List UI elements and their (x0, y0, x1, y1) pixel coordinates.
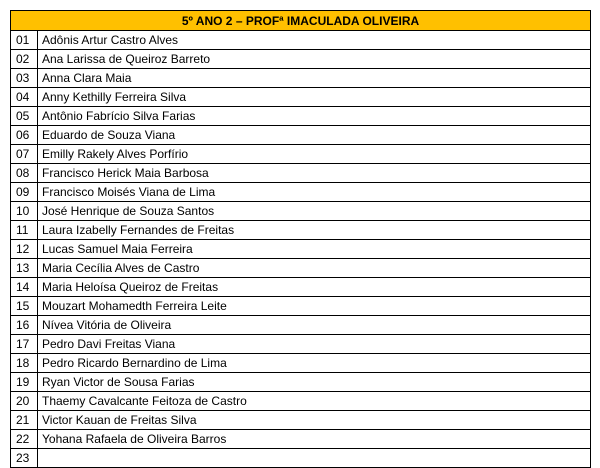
student-row (11, 202, 591, 221)
student-number: 03 (11, 69, 38, 88)
student-number: 22 (11, 430, 38, 449)
student-number: 06 (11, 126, 38, 145)
student-name: Yohana Rafaela de Oliveira Barros (38, 430, 591, 449)
student-row (11, 183, 591, 202)
student-number: 07 (11, 145, 38, 164)
student-number: 14 (11, 278, 38, 297)
student-number: 17 (11, 335, 38, 354)
student-row (11, 164, 591, 183)
student-name: Ryan Victor de Sousa Farias (38, 373, 591, 392)
student-number: 19 (11, 373, 38, 392)
student-row (11, 354, 591, 373)
student-number: 10 (11, 202, 38, 221)
student-number: 15 (11, 297, 38, 316)
student-row (11, 430, 591, 449)
student-name: Maria Cecília Alves de Castro (38, 259, 591, 278)
student-name: Antônio Fabrício Silva Farias (38, 107, 591, 126)
student-name: Ana Larissa de Queiroz Barreto (38, 50, 591, 69)
student-name: Lucas Samuel Maia Ferreira (38, 240, 591, 259)
student-number: 16 (11, 316, 38, 335)
student-name: Pedro Ricardo Bernardino de Lima (38, 354, 591, 373)
student-row (11, 69, 591, 88)
student-row (11, 449, 591, 468)
student-number: 01 (11, 31, 38, 50)
student-name: Emilly Rakely Alves Porfírio (38, 145, 591, 164)
student-row (11, 316, 591, 335)
student-row (11, 297, 591, 316)
student-name: Maria Heloísa Queiroz de Freitas (38, 278, 591, 297)
student-name: Francisco Moisés Viana de Lima (38, 183, 591, 202)
student-name: Pedro Davi Freitas Viana (38, 335, 591, 354)
student-table (10, 10, 591, 468)
student-number: 18 (11, 354, 38, 373)
student-number: 05 (11, 107, 38, 126)
student-name: Francisco Herick Maia Barbosa (38, 164, 591, 183)
student-number: 23 (11, 449, 38, 468)
student-number: 09 (11, 183, 38, 202)
student-name: Thaemy Cavalcante Feitoza de Castro (38, 392, 591, 411)
student-name: Laura Izabelly Fernandes de Freitas (38, 221, 591, 240)
student-row (11, 145, 591, 164)
student-row (11, 126, 591, 145)
student-row (11, 88, 591, 107)
student-number: 13 (11, 259, 38, 278)
student-name: Nívea Vitória de Oliveira (38, 316, 591, 335)
student-row (11, 221, 591, 240)
student-name: José Henrique de Souza Santos (38, 202, 591, 221)
student-row (11, 411, 591, 430)
class-roster-sheet (10, 10, 590, 468)
student-name (38, 449, 591, 468)
student-name: Eduardo de Souza Viana (38, 126, 591, 145)
student-row (11, 373, 591, 392)
student-name: Anny Kethilly Ferreira Silva (38, 88, 591, 107)
student-row (11, 392, 591, 411)
student-row (11, 107, 591, 126)
student-name: Mouzart Mohamedth Ferreira Leite (38, 297, 591, 316)
student-number: 21 (11, 411, 38, 430)
student-row (11, 50, 591, 69)
table-header-row (11, 11, 591, 31)
student-number: 20 (11, 392, 38, 411)
student-number: 08 (11, 164, 38, 183)
student-list (11, 31, 591, 468)
student-name: Victor Kauan de Freitas Silva (38, 411, 591, 430)
student-number: 12 (11, 240, 38, 259)
student-name: Adônis Artur Castro Alves (38, 31, 591, 50)
student-row (11, 31, 591, 50)
student-name: Anna Clara Maia (38, 69, 591, 88)
student-row (11, 259, 591, 278)
student-row (11, 240, 591, 259)
class-title: 5º ANO 2 – PROFª IMACULADA OLIVEIRA (11, 11, 591, 31)
student-number: 04 (11, 88, 38, 107)
student-row (11, 278, 591, 297)
student-number: 02 (11, 50, 38, 69)
student-number: 11 (11, 221, 38, 240)
student-row (11, 335, 591, 354)
